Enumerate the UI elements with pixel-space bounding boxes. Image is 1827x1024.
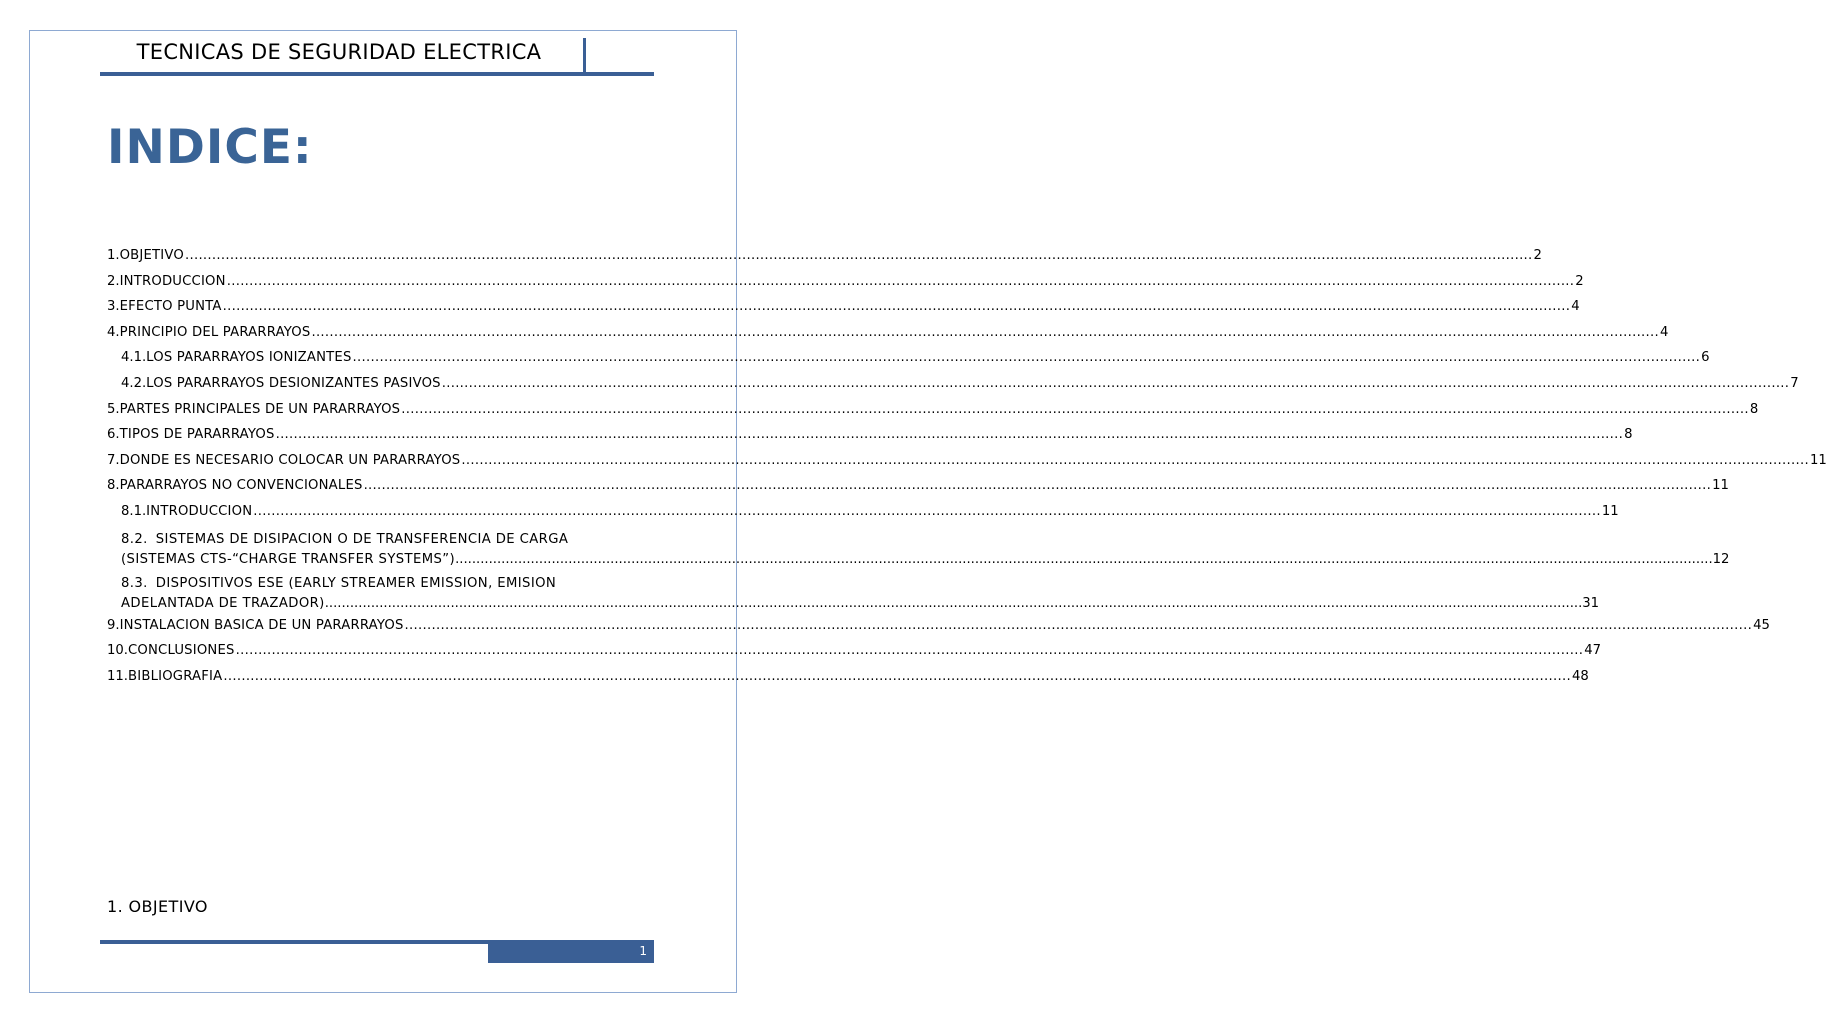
- toc-number: 5.: [107, 401, 120, 417]
- toc-number: 2.: [107, 273, 120, 289]
- toc-number: 4.2.: [121, 375, 147, 391]
- toc-label: LOS PARARRAYOS DESIONIZANTES PASIVOS: [146, 375, 441, 391]
- toc-page-number: 11: [1809, 452, 1827, 468]
- toc-label: PARARRAYOS NO CONVENCIONALES: [119, 478, 363, 494]
- toc-entry[interactable]: [107, 299, 1580, 325]
- toc-entry[interactable]: [107, 248, 1542, 274]
- toc-entry[interactable]: [107, 617, 1770, 644]
- toc-page-number: 48: [1571, 668, 1589, 684]
- dot-leader: ............................................................................................................................................................................................................................................................................................................: [253, 503, 1601, 519]
- toc-page-number: 45: [1753, 617, 1770, 633]
- toc-page-number: 7: [1790, 375, 1799, 391]
- dot-leader: ............................................................................................................................................................................................................................................................................................................: [352, 350, 1701, 366]
- toc-label: INTRODUCCION: [146, 503, 253, 519]
- section-heading: 1. OBJETIVO: [107, 897, 208, 916]
- toc-page-number: 2: [1575, 273, 1584, 289]
- footer-rule: [100, 940, 488, 944]
- toc-number: 9.: [107, 617, 120, 633]
- toc-number: 10.: [107, 643, 128, 659]
- dot-leader: ............................................................................................................................................................................................................................................................................................................: [324, 595, 1583, 611]
- dot-leader: ............................................................................................................................................................................................................................................................................................................: [226, 273, 1575, 289]
- toc-number: 8.1.: [121, 503, 147, 519]
- toc-label-line1: [121, 530, 661, 550]
- toc-label: PARTES PRINCIPALES DE UN PARARRAYOS: [119, 401, 401, 417]
- toc-label: DISPOSITIVOS ESE (EARLY STREAMER EMISSION, EMISION: [155, 575, 557, 591]
- toc-label: BIBLIOGRAFIA: [127, 668, 223, 684]
- header-vertical-bar: [583, 38, 586, 75]
- toc-label: CONCLUSIONES: [127, 643, 235, 659]
- toc-number: 4.1.: [121, 350, 147, 366]
- footer-page-box: [488, 940, 654, 963]
- toc-label: EFECTO PUNTA: [119, 299, 222, 315]
- dot-leader: ............................................................................................................................................................................................................................................................................................................: [363, 478, 1712, 494]
- dot-leader: ............................................................................................................................................................................................................................................................................................................: [404, 617, 1753, 633]
- toc-label: TIPOS DE PARARRAYOS: [119, 427, 275, 443]
- toc-entry[interactable]: [107, 401, 1759, 428]
- toc-number: 8.3.: [121, 575, 148, 591]
- dot-leader: ............................................................................................................................................................................................................................................................................................................: [441, 375, 1790, 391]
- toc-number: 7.: [107, 452, 120, 468]
- dot-leader: ............................................................................................................................................................................................................................................................................................................: [275, 427, 1624, 443]
- toc-subentry-multiline[interactable]: [107, 574, 1600, 614]
- toc-entry[interactable]: [107, 478, 1729, 504]
- toc-label: DONDE ES NECESARIO COLOCAR UN PARARRAYOS: [119, 452, 461, 468]
- toc-page-number: 4: [1660, 324, 1669, 340]
- toc-page-number: 11: [1712, 478, 1729, 494]
- dot-leader: ............................................................................................................................................................................................................................................................................................................: [455, 551, 1713, 567]
- toc-page-number: 8: [1749, 401, 1759, 417]
- toc-page-number: 31: [1582, 595, 1600, 611]
- toc-number: 1.: [107, 248, 120, 263]
- toc-subentry-multiline[interactable]: [107, 530, 1730, 570]
- dot-leader: ............................................................................................................................................................................................................................................................................................................: [235, 643, 1584, 659]
- toc-label: PRINCIPIO DEL PARARRAYOS: [119, 324, 311, 340]
- header-rule: [100, 72, 654, 76]
- toc-page-number: 47: [1584, 643, 1601, 659]
- toc-entry[interactable]: [107, 643, 1601, 669]
- toc-subentry[interactable]: [107, 503, 1619, 530]
- toc-page-number: 2: [1533, 248, 1542, 263]
- toc-label-line2: [121, 594, 1600, 614]
- toc-label: OBJETIVO: [119, 248, 184, 263]
- table-of-contents: [107, 248, 1827, 694]
- toc-number: 3.: [107, 299, 120, 315]
- toc-entry[interactable]: [107, 427, 1633, 453]
- toc-number: 4.: [107, 324, 120, 340]
- toc-entry[interactable]: [107, 668, 1589, 695]
- toc-label: ADELANTADA DE TRAZADOR): [121, 595, 325, 611]
- dot-leader: ............................................................................................................................................................................................................................................................................................................: [184, 248, 1533, 263]
- toc-page-number: 6: [1701, 350, 1710, 366]
- toc-number: 8.: [107, 478, 120, 494]
- dot-leader: ............................................................................................................................................................................................................................................................................................................: [311, 324, 1660, 340]
- toc-entry[interactable]: [107, 273, 1584, 300]
- dot-leader: ............................................................................................................................................................................................................................................................................................................: [401, 401, 1749, 417]
- toc-label-line2: [121, 550, 1730, 570]
- toc-page-number: 12: [1712, 551, 1730, 567]
- toc-subentry[interactable]: [107, 350, 1710, 376]
- toc-label: LOS PARARRAYOS IONIZANTES: [146, 350, 352, 366]
- toc-subentry[interactable]: [107, 375, 1799, 402]
- toc-label: INTRODUCCION: [119, 273, 226, 289]
- toc-label: INSTALACION BASICA DE UN PARARRAYOS: [119, 617, 404, 633]
- page-number: 1: [639, 944, 647, 958]
- toc-label-line1: [121, 574, 661, 594]
- toc-entry[interactable]: [107, 452, 1827, 479]
- toc-page-number: 4: [1571, 299, 1580, 315]
- dot-leader: ............................................................................................................................................................................................................................................................................................................: [223, 668, 1571, 684]
- toc-entry[interactable]: [107, 324, 1669, 351]
- toc-number: 8.2.: [121, 531, 148, 547]
- document-header-title: TECNICAS DE SEGURIDAD ELECTRICA: [136, 40, 542, 64]
- toc-label: SISTEMAS DE DISIPACION O DE TRANSFERENCIA DE CARGA: [155, 531, 569, 547]
- dot-leader: ............................................................................................................................................................................................................................................................................................................: [461, 452, 1809, 468]
- index-heading: INDICE:: [107, 120, 313, 175]
- toc-page-number: 8: [1624, 427, 1633, 443]
- toc-page-number: 11: [1601, 503, 1619, 519]
- toc-number: 11.: [107, 668, 128, 684]
- toc-number: 6.: [107, 427, 120, 443]
- toc-label: (SISTEMAS CTS-“CHARGE TRANSFER SYSTEMS”): [121, 551, 456, 567]
- dot-leader: ............................................................................................................................................................................................................................................................................................................: [222, 299, 1571, 315]
